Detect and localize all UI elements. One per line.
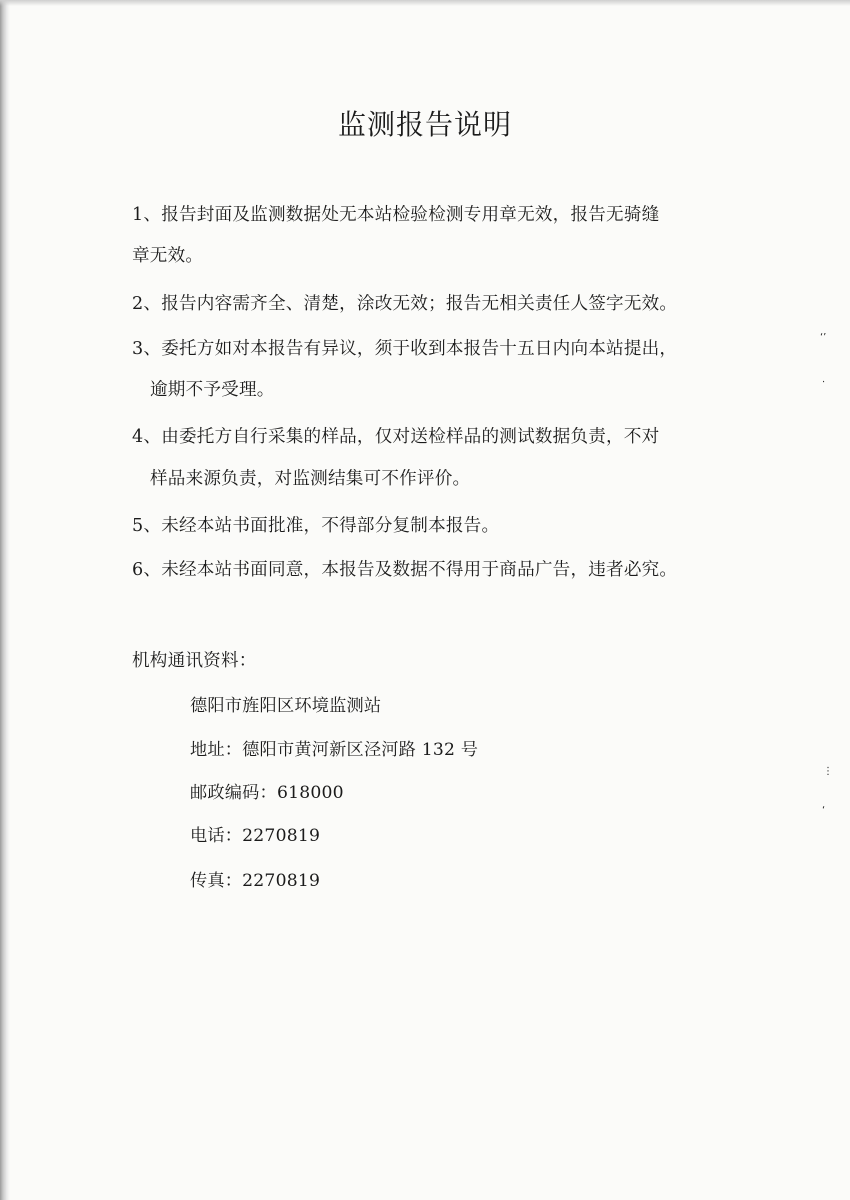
contact-phone: 电话：2270819	[190, 826, 321, 846]
scan-speck: ⋮	[823, 766, 833, 777]
note-3-line-2: 逾期不予受理。	[150, 380, 275, 400]
scan-speck: ⋅	[822, 377, 826, 388]
note-3-line-1: 3、委托方如对本报告有异议，须于收到本报告十五日内向本站提出，	[132, 339, 678, 359]
note-4-line-1: 4、由委托方自行采集的样品，仅对送检样品的测试数据负责，不对	[132, 427, 660, 447]
note-6-line-1: 6、未经本站书面同意，本报告及数据不得用于商品广告，违者必究。	[132, 560, 678, 580]
contact-fax: 传真：2270819	[190, 871, 321, 891]
scan-edge-top	[0, 0, 850, 6]
note-1-line-2: 章无效。	[132, 246, 204, 266]
contact-heading: 机构通讯资料：	[132, 651, 257, 671]
note-4-line-2: 样品来源负责，对监测结集可不作评价。	[150, 469, 471, 489]
note-1-line-1: 1、报告封面及监测数据处无本站检验检测专用章无效，报告无骑缝	[132, 205, 660, 225]
page-title: 监测报告说明	[337, 108, 512, 141]
contact-org-name: 德阳市旌阳区环境监测站	[190, 696, 382, 716]
contact-address: 地址：德阳市黄河新区泾河路 132 号	[190, 740, 479, 760]
scan-speck: ‘	[822, 805, 826, 816]
note-5-line-1: 5、未经本站书面批准，不得部分复制本报告。	[132, 516, 500, 536]
scan-edge-left	[0, 0, 10, 1200]
contact-postal-code: 邮政编码：618000	[190, 783, 344, 803]
note-2-line-1: 2、报告内容需齐全、清楚，涂改无效；报告无相关责任人签字无效。	[132, 294, 678, 314]
scan-speck: ‘’	[820, 332, 827, 343]
